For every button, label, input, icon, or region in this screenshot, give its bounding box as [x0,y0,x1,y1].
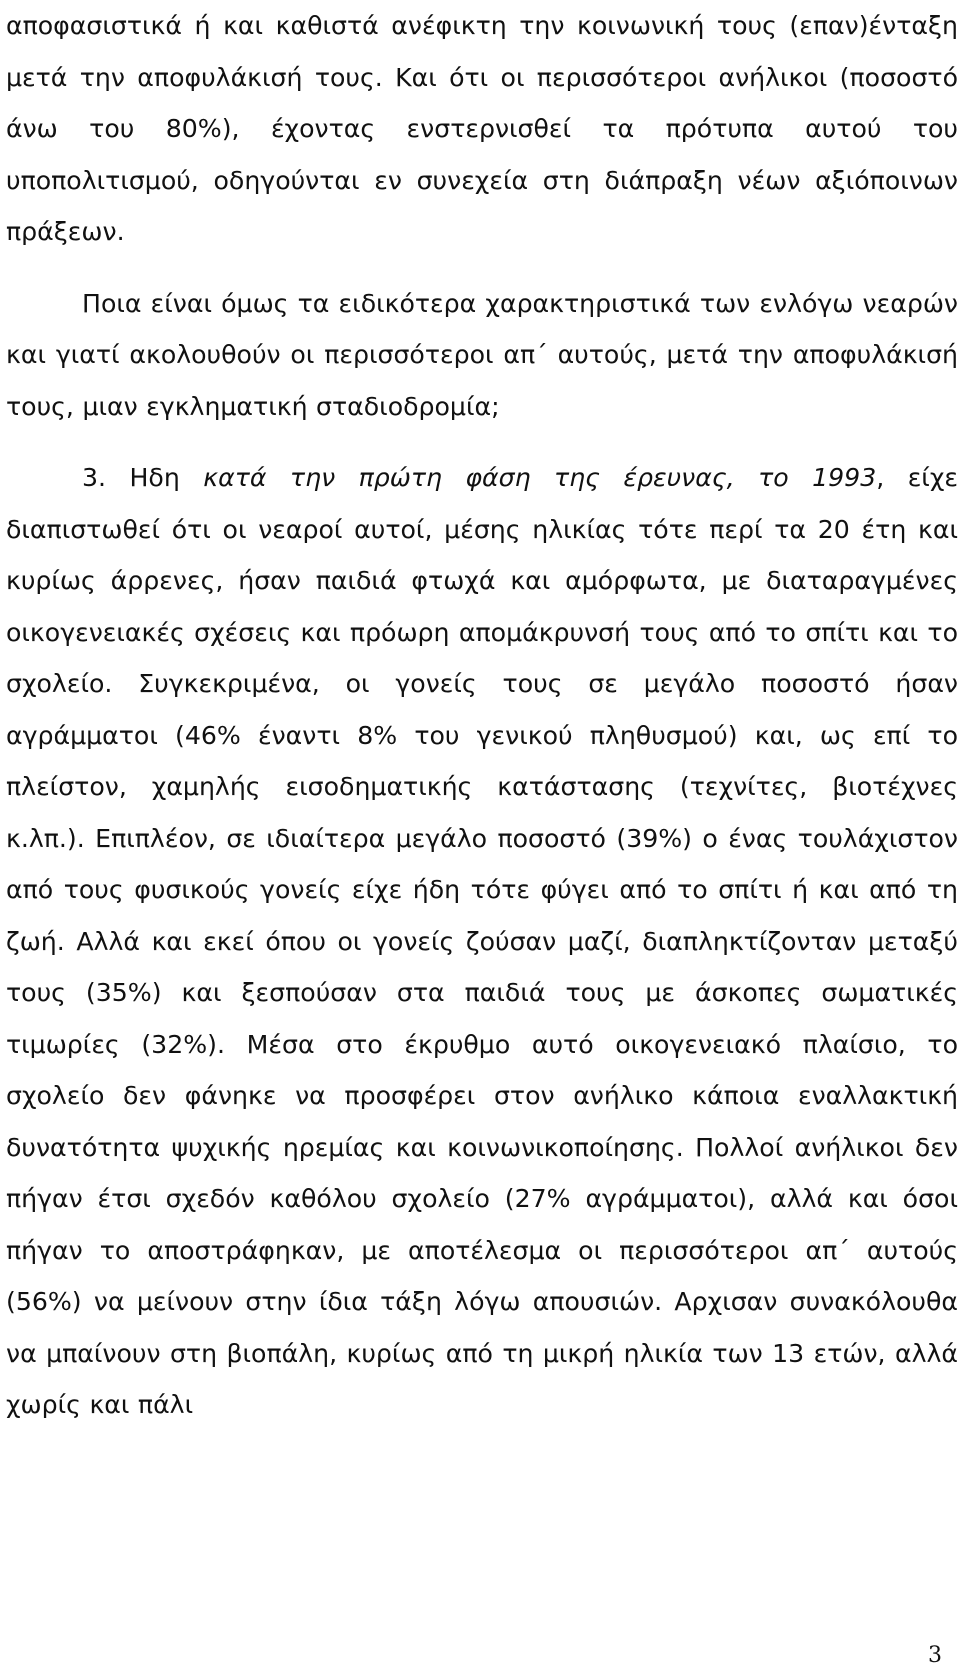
paragraph-continued: αποφασιστικά ή και καθιστά ανέφικτη την κοινωνική τους (επαν)ένταξη μετά την αποφυλάκισή τους. Και ότι οι περισσότεροι ανήλικοι (ποσοστό άνω του 80%), έχοντας ενστερνισθεί τα πρότυπα αυτού του υποπολιτισμού, οδηγούνται εν συνεχεία στη διάπραξη νέων αξιόποινων πράξεων. [6,11,958,246]
paragraph-question: Ποια είναι όμως τα ειδικότερα χαρακτηριστικά των ενλόγω νεαρών και γιατί ακολουθούν οι περισσότεροι απ΄ αυτούς, μετά την αποφυλάκισή τους, μιαν εγκληματική σταδιοδρομία; [6,288,958,421]
section-3-body: , είχε διαπιστωθεί ότι οι νεαροί αυτοί, μέσης ηλικίας τότε περί τα 20 έτη και κυρίως άρρενες, ήσαν παιδιά φτωχά και αμόρφωτα, με διαταραγμένες οικογενειακές σχέσεις και πρόωρη απομάκρυνσή τους από το σπίτι και το σχολείο. Συγκεκριμένα, οι γονείς τους σε μεγάλο ποσοστό ήσαν αγράμματοι (46% έναντι 8% του γενικού πληθυσμού) και, ως επί το πλείστον, χαμηλής εισοδηματικής κατάστασης (τεχνίτες, βιοτέχνες κ.λπ.). Επιπλέον, σε ιδιαίτερα μεγάλο ποσοστό (39%) ο ένας τουλάχιστον από τους φυσικούς γονείς είχε ήδη τότε φύγει από το σπίτι ή και από τη ζωή. Αλλά και εκεί όπου οι γονείς ζούσαν μαζί, διαπληκτίζονταν μεταξύ τους (35%) και ξεσπούσαν στα παιδιά τους με άσκοπες σωματικές τιμωρίες (32%). Μέσα στο έκρυθμο αυτό οικογενειακό πλαίσιο, το σχολείο δεν φάνηκε να προσφέρει στον ανήλικο κάποια εναλλακτική δυνατότητα ψυχικής ηρεμίας και κοινωνικοποίησης. Πολλοί ανήλικοι δεν πήγαν έτσι σχεδόν καθόλου σχολείο (27% αγράμματοι), αλλά και όσοι πήγαν το αποστράφηκαν, με αποτέλεσμα οι περισσότεροι απ΄ αυτούς (56%) να μείνουν στην ίδια τάξη λόγω απουσιών. Αρχισαν συνακόλουθα να μπαίνουν στη βιοπάλη, κυρίως από τη μικρή ηλικία των 13 ετών, αλλά χωρίς και πάλι [6,463,958,1419]
section-3-italic-phrase: κατά την πρώτη φάση της έρευνας, το 1993 [203,463,877,492]
page-number: 3 [928,1643,942,1668]
paragraph-section-3 [6,452,958,1431]
section-3-lead: 3. Ηδη [82,463,204,492]
body-text [6,0,958,1431]
